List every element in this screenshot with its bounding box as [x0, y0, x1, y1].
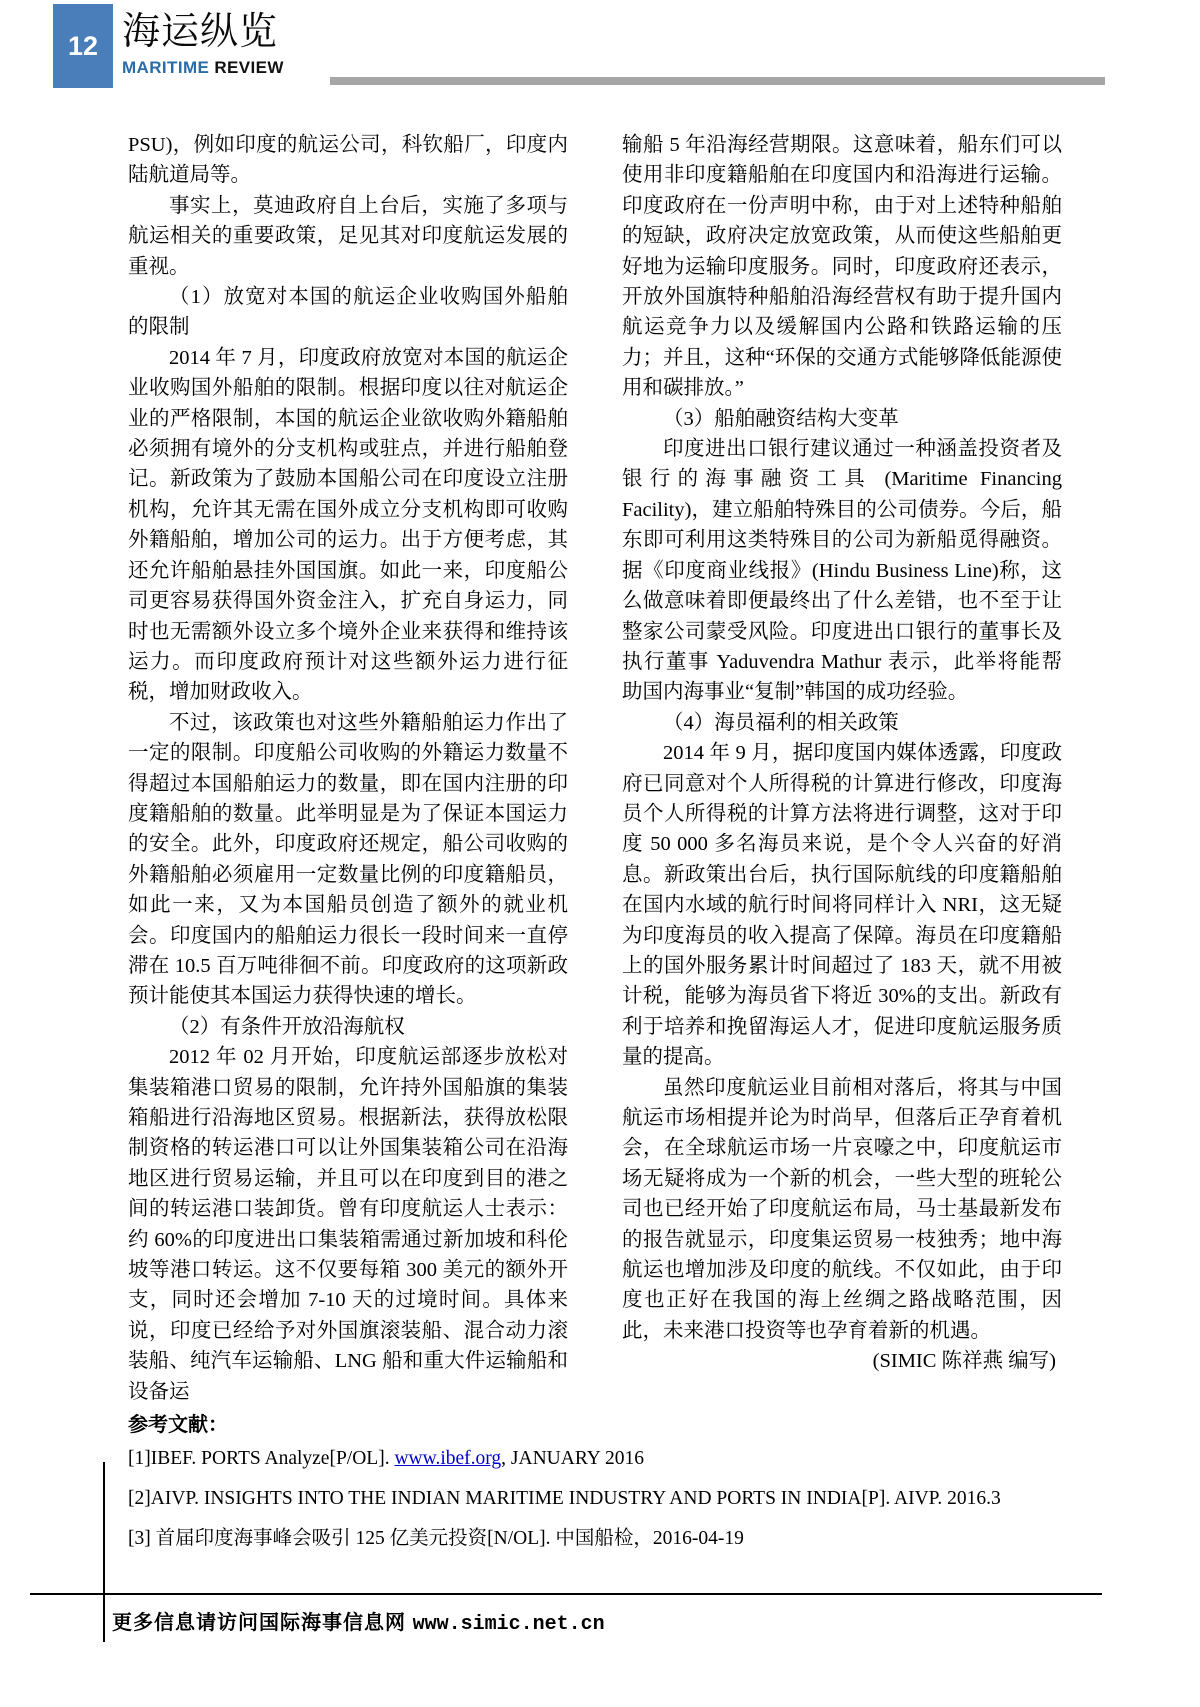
- article-paragraph: PSU)，例如印度的航运公司，科钦船厂，印度内陆航道局等。: [128, 134, 568, 187]
- footer-vertical-rule: [103, 1462, 105, 1642]
- article-paragraph: 虽然印度航运业目前相对落后，将其与中国航运市场相提并论为时尚早，但落后正孕育着机会，在全球航运市场一片哀嚎之中，印度航运市场无疑将成为一个新的机会，一些大型的班轮公司也已经开始了印度航运布局，马士基最新发布的报告就显示，印度集运贸易一枝独秀；地中海航运也增加涉及印度的航线。不仅如此，由于印度也正好在我国的海上丝绸之路战略范围，因此，未来港口投资等也孕育着新的机遇。: [622, 1076, 1062, 1342]
- article-paragraph: 2014 年 7 月，印度政府放宽对本国的航运企业收购国外船舶的限制。根据印度以往对航运企业的严格限制，本国的航运企业欲收购外籍船舶必须拥有境外的分支机构或驻点，并进行船舶登记。新政策为了鼓励本国船公司在印度设立注册机构，允许其无需在国外成立分支机构即可收购外籍船舶，增加公司的运力。出于方便考虑，其还允许船舶悬挂外国国旗。如此一来，印度船公司更容易获得国外资金注入，扩充自身运力，同时也无需额外设立多个境外企业来获得和维持该运力。而印度政府预计对这些额外运力进行征税，增加财政收入。: [128, 346, 568, 704]
- article-paragraph: 印度进出口银行建议通过一种涵盖投资者及银行的海事融资工具 (Maritime Financing Facility)，建立船舶特殊目的公司债券。今后，船东即可利用这类特殊目的公司为新船觅得融资。据《印度商业线报》(Hindu Business Line)称，这么做意味着即便最终出了什么差错，也不至于让整家公司蒙受风险。印度进出口银行的董事长及执行董事 Yaduvendra Mathur 表示，此举将能帮助国内海事业“复制”韩国的成功经验。: [622, 438, 1062, 704]
- article-paragraph: 事实上，莫迪政府自上台后，实施了多项与航运相关的重要政策，足见其对印度航运发展的重视。: [128, 194, 568, 278]
- references-heading: 参考文献：: [128, 1414, 228, 1436]
- article-paragraph: （1）放宽对本国的航运企业收购国外船舶的限制: [128, 286, 568, 339]
- article-left-column: [128, 130, 568, 1407]
- article-paragraph: 2014 年 9 月，据印度国内媒体透露，印度政府已同意对个人所得税的计算进行修改，印度海员个人所得税的计算方法将进行调整，这对于印度 50 000 多名海员来说，是个令人兴奋的好消息。新政策出台后，执行国际航线的印度籍船舶在国内水域的航行时间将同样计入 NRI，这无疑为印度海员的收入提高了保障。海员在印度籍船上的国外服务累计时间超过了 183 天，就不用被计税，能够为海员省下将近 30%的支出。新政有利于培养和挽留海运人才，促进印度航运服务质量的提高。: [622, 742, 1062, 1069]
- reference-link[interactable]: www.ibef.org: [394, 1448, 502, 1469]
- footer-note: 更多信息请访问国际海事信息网: [112, 1612, 406, 1634]
- footer-url: www.simic.net.cn: [412, 1613, 605, 1636]
- article-paragraph: 2012 年 02 月开始，印度航运部逐步放松对集装箱港口贸易的限制，允许持外国船旗的集装箱船进行沿海地区贸易。根据新法，获得放松限制资格的转运港口可以让外国集装箱公司在沿海地区进行贸易运输，并且可以在印度到目的港之间的转运港口装卸货。曾有印度航运人士表示：约 60%的印度进出口集装箱需通过新加坡和科伦坡等港口转运。这不仅要每箱 300 美元的额外开支，同时还会增加 7-10 天的过境时间。具体来说，印度已经给予对外国旗滚装船、混合动力滚装船、纯汽车运输船、LNG 船和重大件运输船和设备运: [128, 1046, 568, 1403]
- footer: [112, 1606, 605, 1636]
- reference-item: [2]AIVP. INSIGHTS INTO THE INDIAN MARITIME INDUSTRY AND PORTS IN INDIA[P]. AIVP. 2016.3: [128, 1488, 1001, 1509]
- masthead: [122, 8, 284, 78]
- section-title-english-maritime: MARITIME: [122, 58, 210, 78]
- article-paragraph: （3）船舶融资结构大变革: [663, 407, 899, 430]
- article-paragraph: 不过，该政策也对这些外籍船舶运力作出了一定的限制。印度船公司收购的外籍运力数量不得超过本国船舶运力的数量，即在国内注册的印度籍船舶的数量。此举明显是为了保证本国运力的安全。此外，印度政府还规定，船公司收购的外籍船舶必须雇用一定数量比例的印度籍船员，如此一来，又为本国船员创造了额外的就业机会。印度国内的船舶运力很长一段时间来一直停滞在 10.5 百万吨徘徊不前。印度政府的这项新政预计能使其本国运力获得快速的增长。: [128, 711, 568, 1008]
- footer-rule: [30, 1593, 1102, 1595]
- article-paragraph: 输船 5 年沿海经营期限。这意味着，船东们可以使用非印度籍船舶在印度国内和沿海进行运输。印度政府在一份声明中称，由于对上述特种船舶的短缺，政府决定放宽政策，从而使这些船舶更好地为运输印度服务。同时，印度政府还表示，开放外国旗特种船舶沿海经营权有助于提升国内航运竞争力以及缓解国内公路和铁路运输的压力；并且，这种“环保的交通方式能够降低能源使用和碳排放。”: [622, 134, 1062, 400]
- references-list: [128, 1444, 1074, 1554]
- reference-item: [1]IBEF. PORTS Analyze[P/OL]. www.ibef.org, JANUARY 2016: [128, 1448, 645, 1469]
- section-title-chinese: 海运纵览: [122, 11, 279, 53]
- header-rule: [330, 77, 1105, 85]
- article-signature: (SIMIC 陈祥燕 编写): [872, 1350, 1056, 1373]
- section-title-english: [122, 58, 284, 78]
- article-right-column: [622, 130, 1062, 1377]
- page-number: 12: [67, 30, 99, 61]
- section-title-english-review: REVIEW: [214, 58, 284, 78]
- references-section: [128, 1408, 1074, 1564]
- article-paragraph: （4）海员福利的相关政策: [663, 711, 899, 734]
- page-number-badge: [53, 4, 113, 88]
- reference-item: [3] 首届印度海事峰会吸引 125 亿美元投资[N/OL]. 中国船检，2016-04-19: [128, 1528, 744, 1549]
- article-paragraph: （2）有条件开放沿海航权: [169, 1015, 405, 1038]
